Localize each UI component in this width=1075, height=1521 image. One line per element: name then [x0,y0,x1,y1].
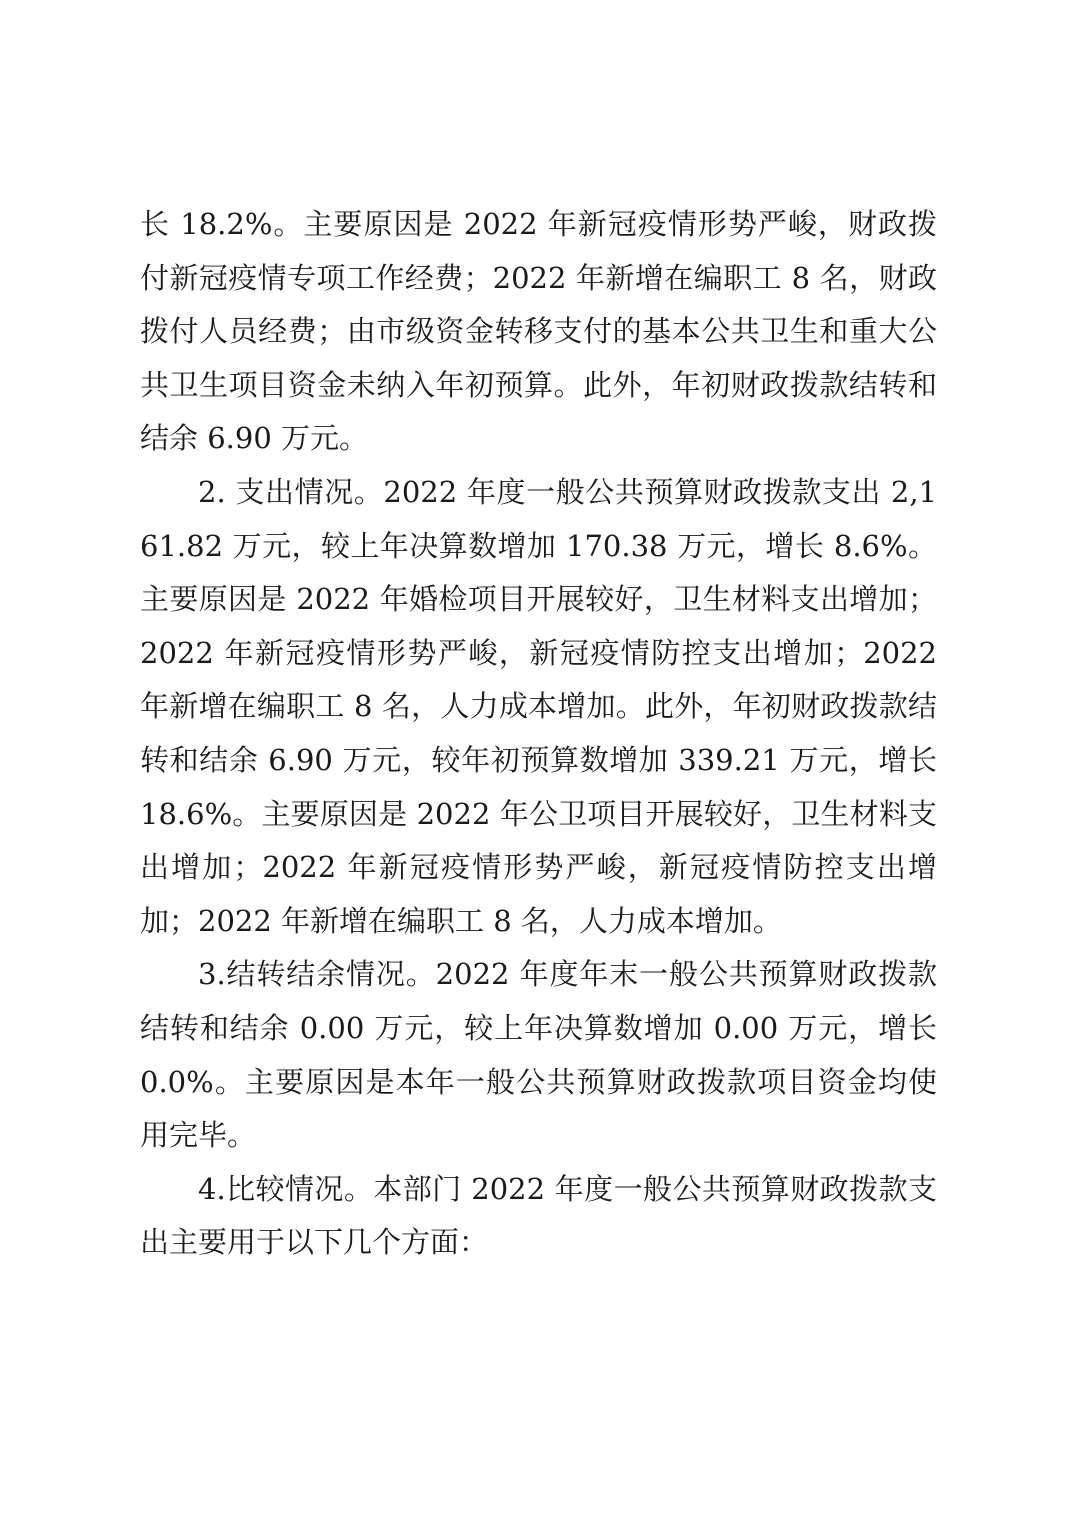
paragraph-carryover-balance: 3.结转结余情况。2022 年度年末一般公共预算财政拨款结转和结余 0.00 万元，较上年决算数增加 0.00 万元，增长 0.0%。主要原因是本年一般公共预算财政拨款项目资金均使用完毕。 [140,957,937,1153]
paragraph-expenditure: 2. 支出情况。2022 年度一般公共预算财政拨款支出 2,161.82 万元，较上年决算数增加 170.38 万元，增长 8.6%。主要原因是 2022 年婚检项目开展较好，卫生材料支出增加；2022 年新冠疫情形势严峻，新冠疫情防控支出增加；2022 年新增在编职工 8 名，人力成本增加。此外，年初财政拨款结转和结余 6.90 万元，较年初预算数增加 339.21 万元，增长 18.6%。主要原因是 2022 年公卫项目开展较好，卫生材料支出增加；2022 年新冠疫情形势严峻，新冠疫情防控支出增加；2022 年新增在编职工 8 名，人力成本增加。 [140,474,937,938]
document-body [140,198,937,1270]
paragraph-comparison: 4.比较情况。本部门 2022 年度一般公共预算财政拨款支出主要用于以下几个方面： [140,1171,937,1260]
paragraph-income-continuation: 长 18.2%。主要原因是 2022 年新冠疫情形势严峻，财政拨付新冠疫情专项工作经费；2022 年新增在编职工 8 名，财政拨付人员经费；由市级资金转移支付的基本公共卫生和重大公共卫生项目资金未纳入年初预算。此外，年初财政拨款结转和结余 6.90 万元。 [140,207,937,456]
